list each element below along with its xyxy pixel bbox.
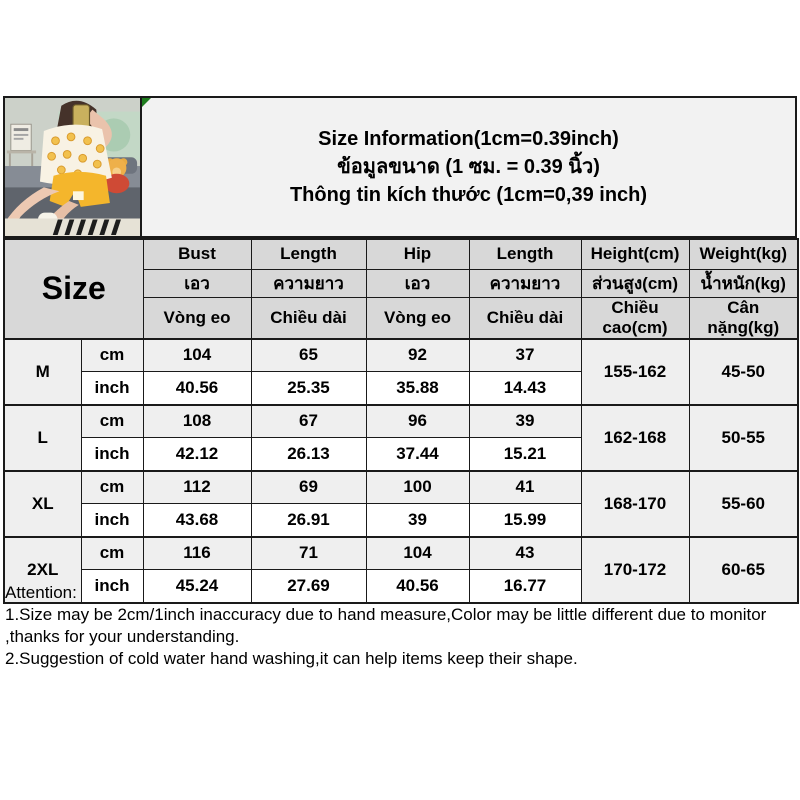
header-cell-vi: Chiều cao(cm) [581, 297, 689, 339]
size-row-label: XL [4, 471, 81, 537]
header-cell-vi: Vòng eo [366, 297, 469, 339]
measurement-value: 27.69 [251, 570, 366, 603]
size-table [3, 238, 799, 604]
unit-label-cm: cm [81, 537, 143, 570]
measurement-value: 40.56 [366, 570, 469, 603]
measurement-value: 69 [251, 471, 366, 504]
product-photo-illustration [5, 98, 140, 236]
header-cell-en: Length [469, 239, 581, 269]
measurement-value: 15.21 [469, 438, 581, 471]
measurement-value: 96 [366, 405, 469, 438]
measurement-value: 26.13 [251, 438, 366, 471]
attention-line-2: 2.Suggestion of cold water hand washing,it can help items keep their shape. [5, 649, 578, 668]
unit-label-inch: inch [81, 570, 143, 603]
title-english: Size Information(1cm=0.39inch) [318, 127, 619, 150]
header-cell-vi: Chiều dài [469, 297, 581, 339]
header-cell-en: Hip [366, 239, 469, 269]
title-vietnamese: Thông tin kích thước (1cm=0,39 inch) [289, 183, 648, 206]
header-cell-th: เอว [366, 269, 469, 297]
unit-label-inch: inch [81, 504, 143, 537]
header-cell-th: ความยาว [469, 269, 581, 297]
header-cell-th: ความยาว [251, 269, 366, 297]
measurement-value: 37 [469, 339, 581, 372]
size-header-label: Size [4, 239, 143, 339]
measurement-value: 104 [366, 537, 469, 570]
measurement-value: 39 [366, 504, 469, 537]
size-row-label: M [4, 339, 81, 405]
measurement-value: 108 [143, 405, 251, 438]
height-range: 170-172 [581, 537, 689, 603]
measurement-value: 67 [251, 405, 366, 438]
measurement-value: 37.44 [366, 438, 469, 471]
header-cell-th: น้ำหนัก(kg) [689, 269, 798, 297]
weight-range: 60-65 [689, 537, 798, 603]
header-cell-th: เอว [143, 269, 251, 297]
measurement-value: 43.68 [143, 504, 251, 537]
measurement-value: 65 [251, 339, 366, 372]
weight-range: 45-50 [689, 339, 798, 405]
header-cell-vi: Cân nặng(kg) [689, 297, 798, 339]
height-range: 155-162 [581, 339, 689, 405]
measurement-value: 71 [251, 537, 366, 570]
header-cell-en: Weight(kg) [689, 239, 798, 269]
measurement-value: 26.91 [251, 504, 366, 537]
header-cell-en: Bust [143, 239, 251, 269]
measurement-value: 15.99 [469, 504, 581, 537]
measurement-value: 43 [469, 537, 581, 570]
size-row-label: L [4, 405, 81, 471]
measurement-value: 16.77 [469, 570, 581, 603]
measurement-value: 40.56 [143, 372, 251, 405]
unit-label-inch: inch [81, 438, 143, 471]
title-cell [140, 96, 797, 238]
measurement-value: 112 [143, 471, 251, 504]
height-range: 162-168 [581, 405, 689, 471]
header-cell-vi: Chiều dài [251, 297, 366, 339]
product-photo [3, 96, 142, 238]
header-cell-en: Length [251, 239, 366, 269]
attention-line-1: 1.Size may be 2cm/1inch inaccuracy due to hand measure,Color may be little different due to monitor ,thanks for your understanding. [5, 605, 767, 646]
size-table-wrapper [3, 238, 797, 604]
header-cell-vi: Vòng eo [143, 297, 251, 339]
measurement-value: 42.12 [143, 438, 251, 471]
measurement-value: 100 [366, 471, 469, 504]
unit-label-cm: cm [81, 471, 143, 504]
measurement-value: 25.35 [251, 372, 366, 405]
weight-range: 50-55 [689, 405, 798, 471]
unit-label-cm: cm [81, 405, 143, 438]
green-triangle-cell-marker-icon [142, 98, 151, 107]
measurement-value: 92 [366, 339, 469, 372]
title-thai: ข้อมูลขนาด (1 ซม. = 0.39 นิ้ว) [337, 155, 600, 178]
measurement-value: 45.24 [143, 570, 251, 603]
unit-label-cm: cm [81, 339, 143, 372]
header-cell-th: ส่วนสูง(cm) [581, 269, 689, 297]
unit-label-inch: inch [81, 372, 143, 405]
measurement-value: 14.43 [469, 372, 581, 405]
weight-range: 55-60 [689, 471, 798, 537]
attention-heading: Attention: [5, 583, 77, 602]
measurement-value: 116 [143, 537, 251, 570]
measurement-value: 41 [469, 471, 581, 504]
header-cell-en: Height(cm) [581, 239, 689, 269]
measurement-value: 104 [143, 339, 251, 372]
size-row-label: 2XL [4, 537, 81, 603]
height-range: 168-170 [581, 471, 689, 537]
measurement-value: 39 [469, 405, 581, 438]
measurement-value: 35.88 [366, 372, 469, 405]
attention-notes [5, 582, 793, 670]
